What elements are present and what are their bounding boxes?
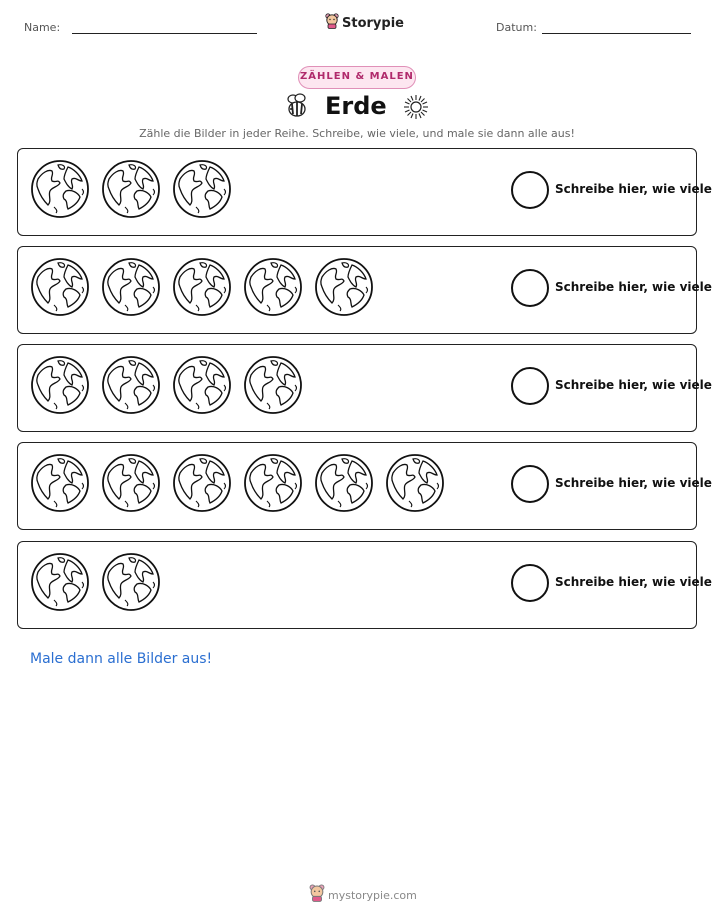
date-line[interactable]: [542, 33, 691, 34]
bear-mascot-icon: [325, 13, 339, 34]
earth-globe-icon[interactable]: [30, 453, 90, 513]
page-title: Erde: [325, 92, 387, 120]
earth-globe-icon[interactable]: [101, 355, 161, 415]
worksheet-header: [0, 0, 714, 50]
answer-circle[interactable]: [511, 171, 549, 209]
name-label: Name:: [24, 21, 61, 34]
answer-circle[interactable]: [511, 269, 549, 307]
counting-row: [17, 148, 712, 236]
brand-logo: [325, 13, 404, 34]
date-label: Datum:: [496, 21, 537, 34]
counting-row: [17, 541, 712, 629]
brand-name: Storypie: [342, 16, 404, 31]
instructions-text: Zähle die Bilder in jeder Reihe. Schreibe, wie viele, und male sie dann alle aus!: [139, 127, 575, 140]
earth-globe-icon[interactable]: [314, 257, 374, 317]
earth-globe-icon[interactable]: [172, 355, 232, 415]
earth-globe-icon[interactable]: [243, 257, 303, 317]
counting-row: [17, 344, 712, 432]
earth-globe-icon[interactable]: [101, 257, 161, 317]
footer-url[interactable]: mystorypie.com: [328, 889, 417, 902]
earth-globe-icon[interactable]: [243, 355, 303, 415]
earth-globe-icon[interactable]: [30, 552, 90, 612]
counting-row: [17, 442, 712, 530]
footer: [309, 884, 417, 907]
name-line[interactable]: [72, 33, 257, 34]
answer-circle[interactable]: [511, 465, 549, 503]
counting-row: [17, 246, 712, 334]
bee-icon: [284, 92, 312, 125]
earth-globe-icon[interactable]: [30, 355, 90, 415]
sun-icon: [403, 94, 429, 125]
answer-label: Schreibe hier, wie viele: [555, 182, 712, 196]
picture-group: [30, 453, 445, 513]
colour-instruction: Male dann alle Bilder aus!: [30, 651, 213, 667]
earth-globe-icon[interactable]: [172, 453, 232, 513]
earth-globe-icon[interactable]: [30, 257, 90, 317]
earth-globe-icon[interactable]: [385, 453, 445, 513]
earth-globe-icon[interactable]: [101, 453, 161, 513]
answer-circle[interactable]: [511, 367, 549, 405]
bear-mascot-icon: [309, 884, 325, 907]
earth-globe-icon[interactable]: [30, 159, 90, 219]
earth-globe-icon[interactable]: [172, 257, 232, 317]
earth-globe-icon[interactable]: [172, 159, 232, 219]
picture-group: [30, 355, 303, 415]
earth-globe-icon[interactable]: [243, 453, 303, 513]
picture-group: [30, 159, 232, 219]
answer-circle[interactable]: [511, 564, 549, 602]
title-row: [0, 92, 714, 122]
earth-globe-icon[interactable]: [314, 453, 374, 513]
earth-globe-icon[interactable]: [101, 552, 161, 612]
answer-label: Schreibe hier, wie viele: [555, 575, 712, 589]
picture-group: [30, 552, 161, 612]
activity-badge: ZÄHLEN & MALEN: [298, 66, 416, 89]
answer-label: Schreibe hier, wie viele: [555, 280, 712, 294]
earth-globe-icon[interactable]: [101, 159, 161, 219]
answer-label: Schreibe hier, wie viele: [555, 476, 712, 490]
answer-label: Schreibe hier, wie viele: [555, 378, 712, 392]
picture-group: [30, 257, 374, 317]
